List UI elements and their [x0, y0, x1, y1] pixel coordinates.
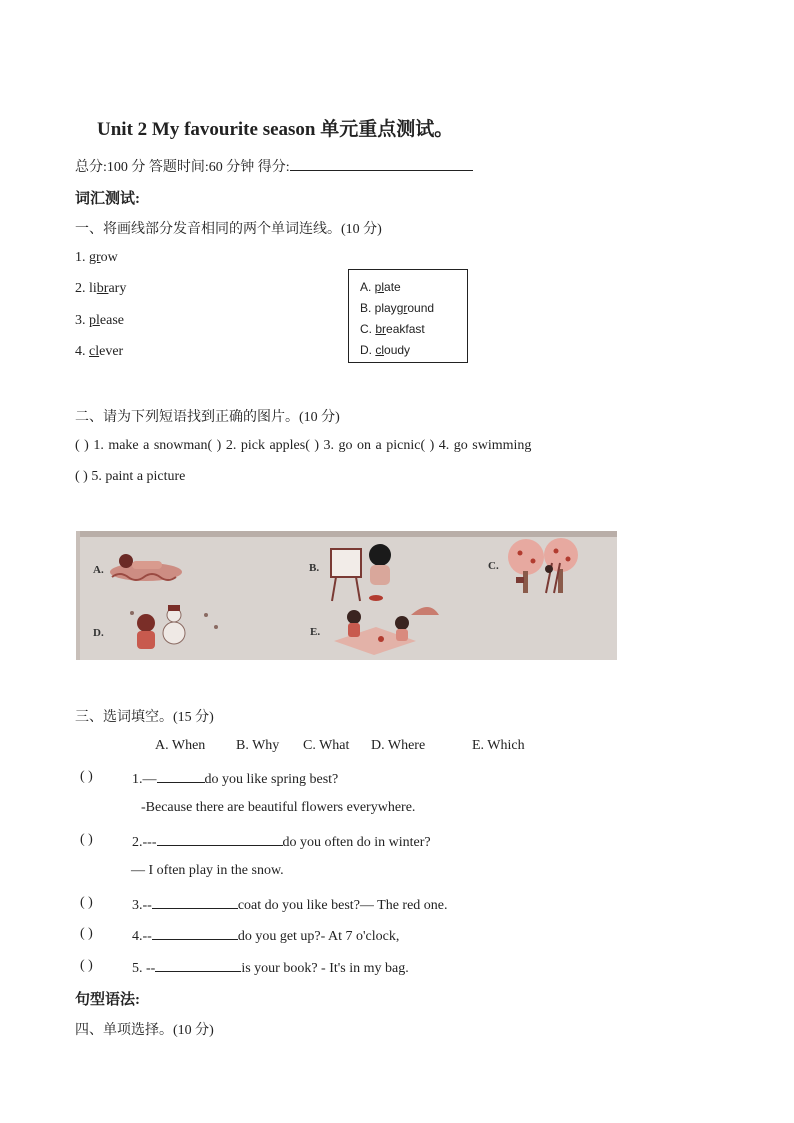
- q3-answer-paren[interactable]: ( ): [80, 926, 93, 941]
- q3-question: [132, 769, 338, 788]
- q1-word-num: 1.: [75, 250, 89, 265]
- q2-heading: 二、请为下列短语找到正确的图片。(10 分): [75, 410, 340, 425]
- q1-word-ul: gr: [89, 250, 101, 265]
- q3-answer-paren[interactable]: ( ): [80, 895, 93, 910]
- q1-box-option[interactable]: [360, 340, 434, 361]
- q3-fill-blank[interactable]: [152, 926, 238, 940]
- q3-question: [132, 895, 448, 914]
- q1-heading: 一、将画线部分发音相同的两个单词连线。(10 分): [75, 222, 382, 237]
- q3-answer-2: — I often play in the snow.: [131, 863, 284, 878]
- q3-question-number: 4.--: [132, 929, 152, 944]
- q3-option: D. Where: [371, 738, 426, 753]
- q3-option: A. When: [155, 738, 206, 753]
- q1-word-item[interactable]: [75, 344, 123, 360]
- q3-question-number: 3.--: [132, 898, 152, 913]
- q1-word-num: 2.: [75, 281, 89, 296]
- q3-fill-blank[interactable]: [157, 769, 205, 783]
- picture-label-d: D.: [93, 627, 104, 639]
- q1-box-word-post: ound: [407, 301, 435, 315]
- q3-answer-paren[interactable]: ( ): [80, 769, 93, 784]
- q3-fill-blank[interactable]: [152, 895, 238, 909]
- q1-word-num: 3.: [75, 313, 89, 328]
- q3-option: B. Why: [236, 738, 280, 753]
- score-line: [75, 156, 473, 176]
- q1-box-option[interactable]: [360, 319, 434, 340]
- q1-word-ul: pl: [89, 313, 100, 328]
- q3-question: [132, 926, 399, 945]
- answer-time: 答题时间:60 分钟: [148, 160, 255, 175]
- q3-fill-blank[interactable]: [157, 832, 283, 846]
- q1-box-word-ul: br: [375, 322, 387, 336]
- q1-word-num: 4.: [75, 344, 89, 359]
- page-title: Unit 2 My favourite season 单元重点测试。: [97, 119, 454, 140]
- q1-word-post: ary: [108, 281, 127, 296]
- q1-box-word-post: oudy: [384, 343, 411, 357]
- q2-line-2: ( ) 5. paint a picture: [75, 469, 186, 484]
- q1-box-word-ul: gr: [396, 301, 408, 315]
- q1-word-post: ever: [99, 344, 124, 359]
- q1-word-post: ow: [100, 250, 118, 265]
- q1-word-item[interactable]: [75, 250, 118, 266]
- q1-word-ul: br: [96, 281, 109, 296]
- q3-question: [132, 832, 431, 851]
- q3-question-text: do you often do in winter?: [282, 835, 431, 850]
- q3-question-number: 2.---: [132, 835, 157, 850]
- q1-box-option[interactable]: [360, 277, 434, 298]
- score-blank[interactable]: [290, 157, 473, 171]
- q1-word-post: ease: [99, 313, 124, 328]
- q3-question-text: coat do you like best?— The red one.: [237, 898, 448, 913]
- q3-answer-paren[interactable]: ( ): [80, 958, 93, 973]
- q1-box-word-ul: pl: [374, 280, 385, 294]
- q1-box-word-pre: play: [374, 301, 397, 315]
- total-score: 总分:100 分: [75, 160, 146, 175]
- q1-box-word-ul: cl: [375, 343, 385, 357]
- q1-box-word-post: eakfast: [386, 322, 425, 336]
- q1-word-ul: cl: [89, 344, 100, 359]
- picture-label-a: A.: [93, 564, 104, 576]
- q1-box-word-num: C.: [360, 322, 376, 336]
- q1-option-box: [348, 269, 468, 363]
- q1-box-word-post: ate: [384, 280, 401, 294]
- q3-question: [132, 958, 409, 977]
- picture-label-e: E.: [310, 626, 321, 638]
- q3-option: C. What: [303, 738, 350, 753]
- q3-fill-blank[interactable]: [155, 958, 241, 972]
- q2-line-1: ( ) 1. make a snowman( ) 2. pick apples( ) 3. go on a picnic( ) 4. go swimming: [75, 438, 532, 453]
- q3-answer-1: -Because there are beautiful flowers everywhere.: [141, 800, 416, 815]
- q3-heading: 三、选词填空。(15 分): [75, 710, 214, 725]
- q1-box-word-num: A.: [360, 280, 375, 294]
- q3-question-number: 5. --: [132, 961, 156, 976]
- q1-box-option[interactable]: [360, 298, 434, 319]
- score-label: 得分:: [257, 160, 290, 175]
- q4-heading: 四、单项选择。(10 分): [75, 1023, 214, 1038]
- section-grammar-heading: 句型语法:: [75, 992, 140, 1008]
- q3-question-text: do you like spring best?: [204, 772, 339, 787]
- q3-answer-paren[interactable]: ( ): [80, 832, 93, 847]
- q3-option: E. Which: [472, 738, 525, 753]
- activity-pictures: [76, 531, 617, 660]
- q1-word-pre: li: [89, 281, 97, 296]
- q1-box-word-num: B.: [360, 301, 375, 315]
- section-vocab-heading: 词汇测试:: [75, 191, 140, 207]
- q1-word-item[interactable]: [75, 313, 124, 329]
- picture-label-c: C.: [488, 560, 499, 572]
- q3-question-number: 1.—: [132, 772, 157, 787]
- q3-question-text: do you get up?- At 7 o'clock,: [237, 929, 400, 944]
- q3-question-text: is your book? - It's in my bag.: [241, 961, 409, 976]
- picture-label-b: B.: [309, 562, 320, 574]
- q1-word-item[interactable]: [75, 281, 126, 297]
- activity-pictures-illustration: [76, 531, 617, 660]
- q1-box-word-num: D.: [360, 343, 376, 357]
